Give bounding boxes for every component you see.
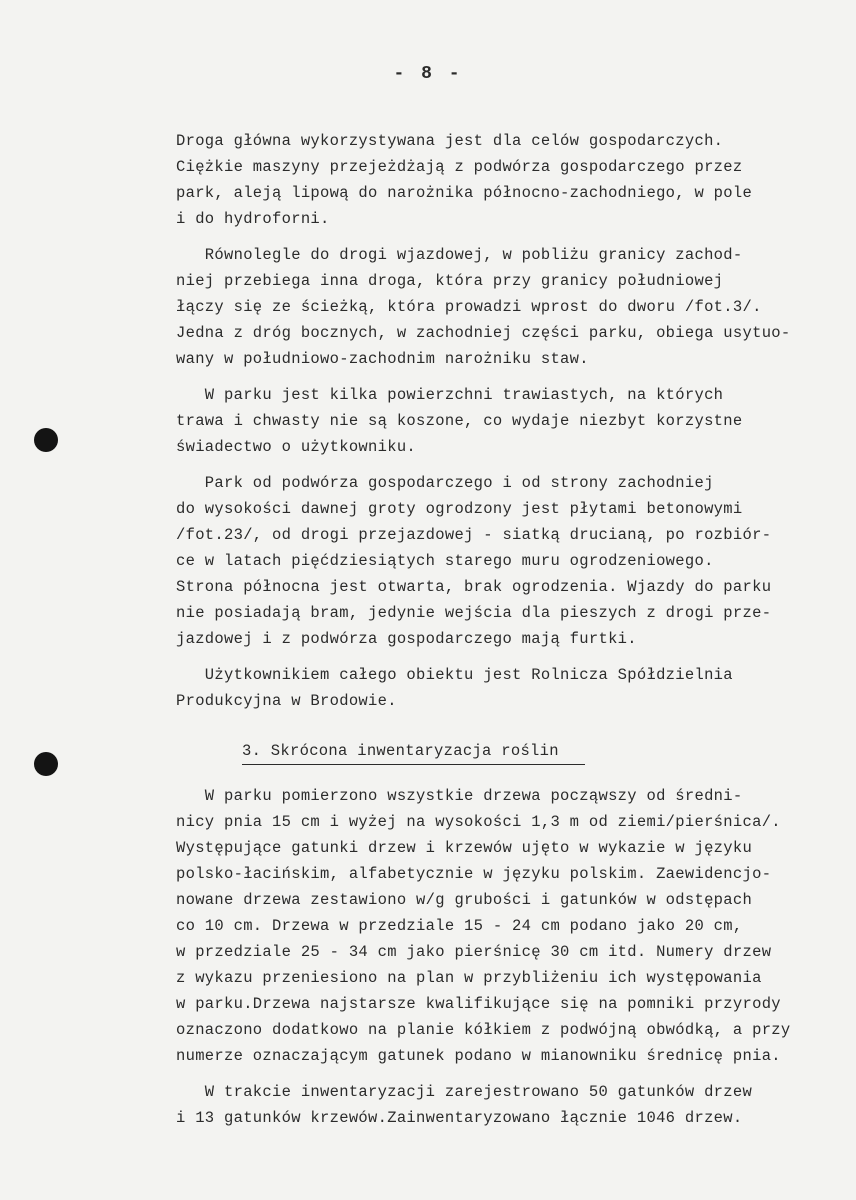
text-line: co 10 cm. Drzewa w przedziale 15 - 24 cm podano jako 20 cm, <box>176 917 743 935</box>
text-line: polsko-łacińskim, alfabetycznie w języku polskim. Zaewidencjo- <box>176 865 772 883</box>
page-number: - 8 - <box>393 64 463 84</box>
section-heading: 3. Skrócona inwentaryzacja roślin <box>242 738 585 765</box>
text-line: Użytkownikiem całego obiektu jest Rolnicza Spółdzielnia <box>176 666 733 684</box>
punch-hole-top <box>34 428 58 452</box>
text-line: trawa i chwasty nie są koszone, co wydaje niezbyt korzystne <box>176 412 743 430</box>
paragraph <box>176 470 846 652</box>
paragraph <box>176 662 846 714</box>
text-line: /fot.23/, od drogi przejazdowej - siatką drucianą, po rozbiór- <box>176 526 772 544</box>
text-line: do wysokości dawnej groty ogrodzony jest płytami betonowymi <box>176 500 743 518</box>
text-line: w parku.Drzewa najstarsze kwalifikujące się na pomniki przyrody <box>176 995 781 1013</box>
text-line: Równolegle do drogi wjazdowej, w pobliżu granicy zachod- <box>176 246 743 264</box>
paragraphs-before-heading <box>176 128 846 714</box>
paragraph <box>176 783 846 1069</box>
text-line: nowane drzewa zestawiono w/g grubości i gatunków w odstępach <box>176 891 753 909</box>
text-line: Jedna z dróg bocznych, w zachodniej części parku, obiega usytuo- <box>176 324 791 342</box>
text-line: i do hydroforni. <box>176 210 330 228</box>
text-line: W parku pomierzono wszystkie drzewa począwszy od średni- <box>176 787 743 805</box>
text-line: i 13 gatunków krzewów.Zainwentaryzowano łącznie 1046 drzew. <box>176 1109 743 1127</box>
punch-hole-bottom <box>34 752 58 776</box>
text-line: wany w południowo-zachodnim narożniku staw. <box>176 350 589 368</box>
paragraph <box>176 242 846 372</box>
text-line: W trakcie inwentaryzacji zarejestrowano 50 gatunków drzew <box>176 1083 753 1101</box>
text-line: świadectwo o użytkowniku. <box>176 438 417 456</box>
text-line: Park od podwórza gospodarczego i od strony zachodniej <box>176 474 714 492</box>
text-line: Produkcyjna w Brodowie. <box>176 692 397 710</box>
text-line: ce w latach pięćdziesiątych starego muru ogrodzeniowego. <box>176 552 714 570</box>
text-line: Ciężkie maszyny przejeżdżają z podwórza gospodarczego przez <box>176 158 743 176</box>
text-line: park, aleją lipową do narożnika północno-zachodniego, w pole <box>176 184 753 202</box>
text-line: niej przebiega inna droga, która przy granicy południowej <box>176 272 724 290</box>
paragraph <box>176 382 846 460</box>
text-line: łączy się ze ścieżką, która prowadzi wprost do dworu /fot.3/. <box>176 298 762 316</box>
text-line: jazdowej i z podwórza gospodarczego mają furtki. <box>176 630 637 648</box>
text-line: W parku jest kilka powierzchni trawiastych, na których <box>176 386 724 404</box>
text-line: oznaczono dodatkowo na planie kółkiem z podwójną obwódką, a przy <box>176 1021 791 1039</box>
text-line: numerze oznaczającym gatunek podano w mianowniku średnicę pnia. <box>176 1047 781 1065</box>
text-line: Występujące gatunki drzew i krzewów ujęto w wykazie w języku <box>176 839 753 857</box>
text-line: nicy pnia 15 cm i wyżej na wysokości 1,3 m od ziemi/pierśnica/. <box>176 813 781 831</box>
paragraphs-after-heading <box>176 783 846 1131</box>
paragraph <box>176 1079 846 1131</box>
text-line: Droga główna wykorzystywana jest dla celów gospodarczych. <box>176 132 724 150</box>
paragraph <box>176 128 846 232</box>
text-line: Strona północna jest otwarta, brak ogrodzenia. Wjazdy do parku <box>176 578 772 596</box>
text-line: z wykazu przeniesiono na plan w przybliżeniu ich występowania <box>176 969 762 987</box>
text-line: w przedziale 25 - 34 cm jako pierśnicę 30 cm itd. Numery drzew <box>176 943 772 961</box>
text-line: nie posiadają bram, jedynie wejścia dla pieszych z drogi prze- <box>176 604 772 622</box>
document-body <box>176 128 846 1141</box>
